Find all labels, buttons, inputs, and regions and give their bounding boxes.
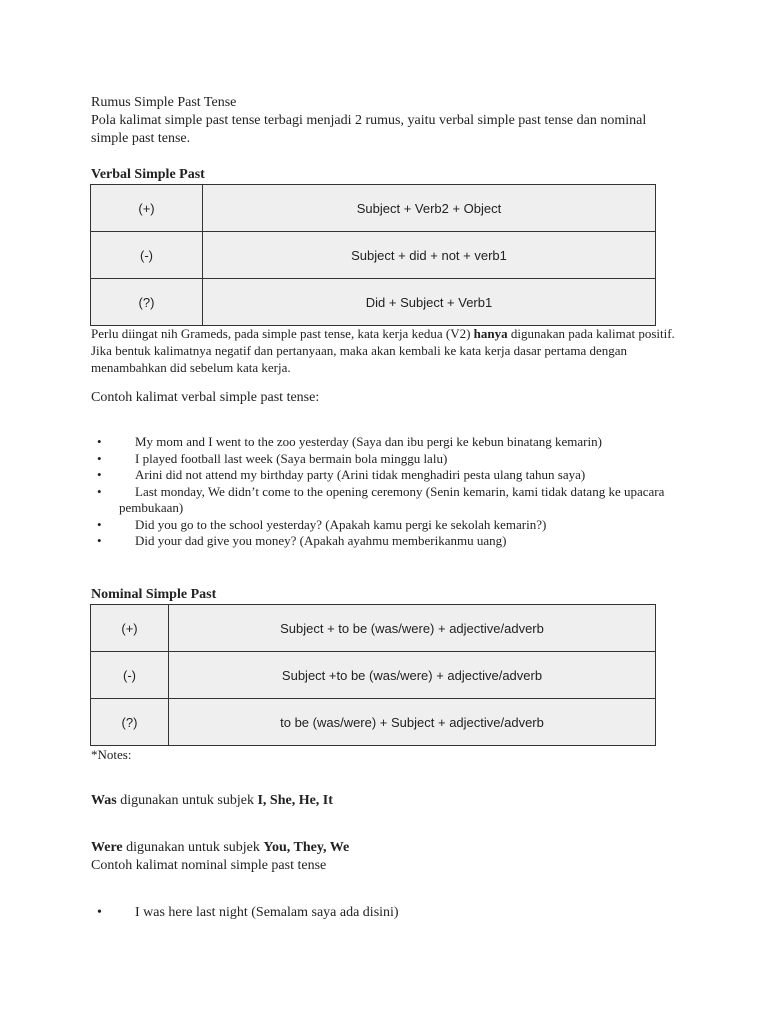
bullet-icon: • (97, 533, 102, 548)
note-text: Perlu diingat nih Grameds, pada simple past tense, kata kerja kedua (V2) (91, 326, 474, 341)
were-subjects: You, They, We (263, 840, 350, 855)
formula-cell: Did + Subject + Verb1 (203, 279, 656, 326)
sign-cell: (+) (91, 605, 169, 652)
verbal-examples-list (91, 434, 671, 550)
list-item: • Arini did not attend my birthday party (Arini tidak menghadiri pesta ulang tahun saya) (97, 467, 586, 482)
formula-cell: Subject + did + not + verb1 (203, 232, 656, 279)
was-subjects: I, She, He, It (257, 793, 333, 808)
sign-cell: (-) (91, 232, 203, 279)
verbal-formula-table (90, 184, 656, 326)
intro-paragraph: Pola kalimat simple past tense terbagi menjadi 2 rumus, yaitu verbal simple past tense dan nominal simple past tense. (91, 113, 647, 146)
list-item: • Last monday, We didn’t come to the opening ceremony (Senin kemarin, kami tidak datang ke upacara pembukaan) (97, 483, 665, 515)
table-row (91, 279, 656, 326)
notes-label: *Notes: (91, 747, 132, 762)
page-title: Rumus Simple Past Tense (91, 95, 237, 110)
list-item: • My mom and I went to the zoo yesterday (Saya dan ibu pergi ke kebun binatang kemarin) (97, 434, 602, 449)
list-item: • I was here last night (Semalam saya ada disini) (97, 905, 399, 920)
note-emphasis: hanya (473, 326, 508, 341)
table-row (91, 699, 656, 746)
were-note: Were digunakan untuk subjek You, They, We (91, 840, 350, 855)
sign-cell: (?) (91, 279, 203, 326)
nominal-section-title: Nominal Simple Past (91, 587, 217, 602)
formula-cell: Subject + Verb2 + Object (203, 185, 656, 232)
bullet-icon: • (97, 516, 102, 532)
bullet-icon: • (97, 905, 102, 920)
bullet-icon: • (97, 483, 102, 499)
formula-cell: to be (was/were) + Subject + adjective/adverb (169, 699, 656, 746)
list-item: • Did you go to the school yesterday? (Apakah kamu pergi ke sekolah kemarin?) (97, 516, 547, 532)
table-row (91, 185, 656, 232)
bullet-icon: • (97, 434, 102, 449)
verbal-section-title: Verbal Simple Past (91, 167, 205, 182)
formula-cell: Subject +to be (was/were) + adjective/adverb (169, 652, 656, 699)
table-row (91, 652, 656, 699)
was-word: Was (91, 793, 117, 808)
were-word: Were (91, 840, 123, 855)
table-row (91, 605, 656, 652)
sign-cell: (?) (91, 699, 169, 746)
bullet-icon: • (97, 467, 102, 482)
list-item: • I played football last week (Saya bermain bola minggu lalu) (97, 450, 448, 466)
note-text: digunakan pada kalimat positif. Jika bentuk kalimatnya negatif dan pertanyaan, maka akan kembali ke kata kerja dasar pertama dengan menambahkan did sebelum kata kerja. (91, 326, 675, 375)
table-row (91, 232, 656, 279)
verbal-note-paragraph (91, 325, 676, 376)
verbal-examples-title: Contoh kalimat verbal simple past tense: (91, 390, 320, 405)
nominal-examples-title: Contoh kalimat nominal simple past tense (91, 858, 327, 873)
nominal-formula-table (90, 604, 656, 746)
bullet-icon: • (97, 450, 102, 466)
was-note: Was digunakan untuk subjek I, She, He, It (91, 793, 333, 808)
sign-cell: (+) (91, 185, 203, 232)
nominal-examples-list (91, 904, 671, 922)
list-item: • Did your dad give you money? (Apakah ayahmu memberikanmu uang) (97, 533, 507, 548)
sign-cell: (-) (91, 652, 169, 699)
formula-cell: Subject + to be (was/were) + adjective/adverb (169, 605, 656, 652)
